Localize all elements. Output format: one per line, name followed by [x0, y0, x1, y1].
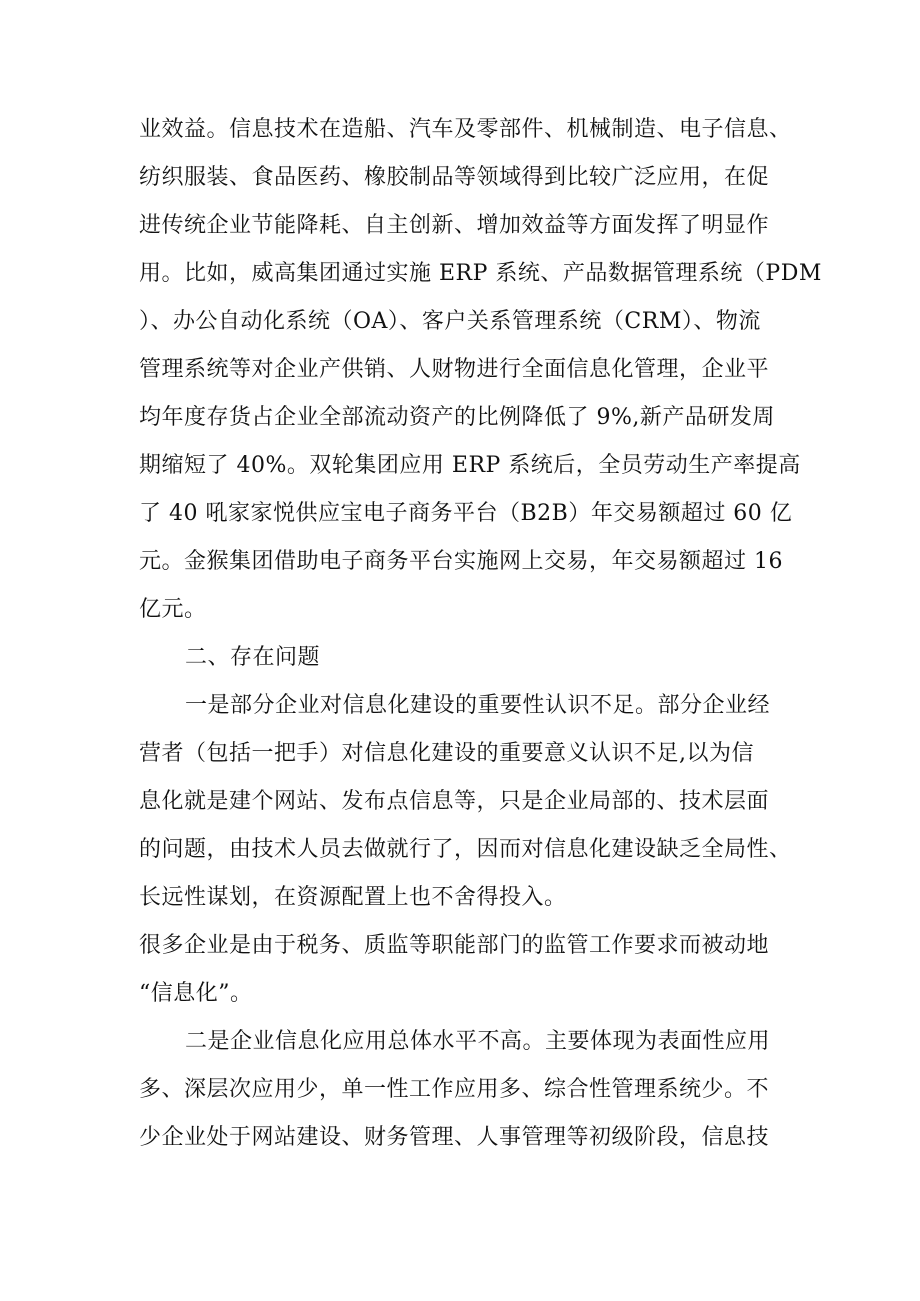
paragraph-line: “信息化”。	[139, 981, 253, 1006]
paragraph-line: 均年度存货占企业全部流动资产的比例降低了 9%,新产品研发周	[139, 405, 775, 430]
paragraph-line: 很多企业是由于税务、质监等职能部门的监管工作要求而被动地	[139, 933, 770, 958]
paragraph-line: 二是企业信息化应用总体水平不高。主要体现为表面性应用	[185, 1029, 771, 1054]
paragraph-line: ）、办公自动化系统（OA）、客户关系管理系统（CRM）、物流	[139, 309, 761, 334]
paragraph-line: 元。金猴集团借助电子商务平台实施网上交易，年交易额超过 16	[139, 549, 783, 574]
paragraph-line: 进传统企业节能降耗、自主创新、增加效益等方面发挥了明显作	[139, 213, 770, 238]
paragraph-line: 营者（包括一把手）对信息化建设的重要意义认识不足,以为信	[139, 741, 754, 766]
paragraph-line: 业效益。信息技术在造船、汽车及零部件、机械制造、电子信息、	[139, 117, 792, 142]
paragraph-line: 亿元。	[139, 597, 207, 622]
paragraph-line: 息化就是建个网站、发布点信息等，只是企业局部的、技术层面	[139, 789, 770, 814]
paragraph-line: 一是部分企业对信息化建设的重要性认识不足。部分企业经	[185, 693, 771, 718]
section-heading: 二、存在问题	[185, 645, 321, 670]
paragraph-line: 长远性谋划，在资源配置上也不舍得投入。	[139, 885, 567, 910]
paragraph-line: 用。比如，威高集团通过实施 ERP 系统、产品数据管理系统（PDM	[139, 261, 822, 286]
paragraph-line: 管理系统等对企业产供销、人财物进行全面信息化管理，企业平	[139, 357, 770, 382]
paragraph-line: 纺织服装、食品医药、橡胶制品等领域得到比较广泛应用，在促	[139, 165, 770, 190]
paragraph-line: 期缩短了 40%。双轮集团应用 ERP 系统后，全员劳动生产率提高	[139, 453, 801, 478]
paragraph-line: 多、深层次应用少，单一性工作应用多、综合性管理系统少。不	[139, 1077, 770, 1102]
paragraph-line: 了 40 吼家家悦供应宝电子商务平台（B2B）年交易额超过 60 亿	[139, 501, 793, 526]
paragraph-line: 的问题，由技术人员去做就行了，因而对信息化建设缺乏全局性、	[139, 837, 792, 862]
paragraph-line: 少企业处于网站建设、财务管理、人事管理等初级阶段，信息技	[139, 1125, 770, 1150]
